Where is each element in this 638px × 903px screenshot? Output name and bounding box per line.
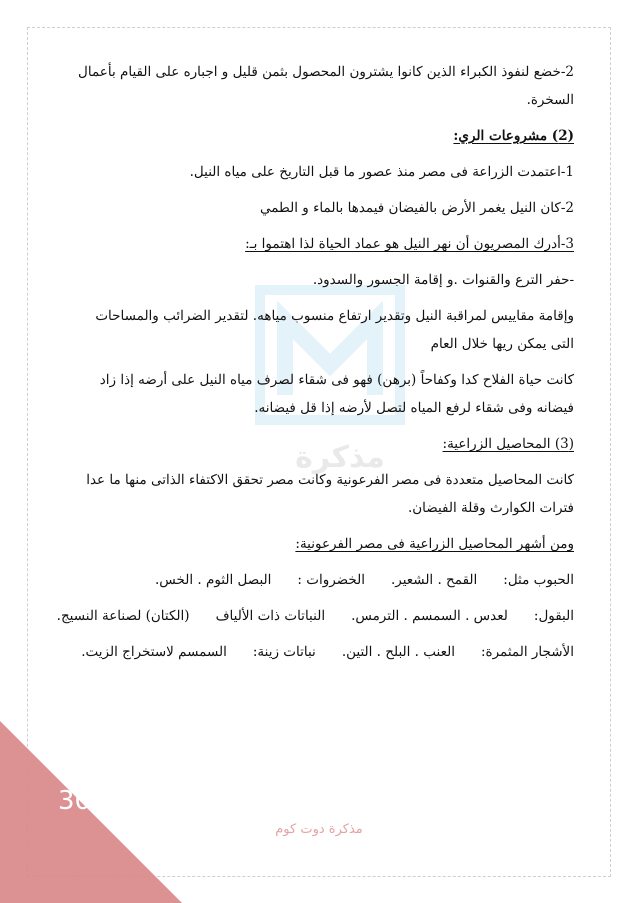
crops-row-2 [56, 602, 574, 630]
paragraph-canals-dams: -حفر الترع والقنوات .و إقامة الجسور والسدود. [312, 272, 574, 288]
paragraph-nile-dependence: 1-اعتمدت الزراعة فى مصر منذ عصور ما قبل التاريخ على مياه النيل. [189, 164, 574, 180]
paragraph-farmer-life: كانت حياة الفلاح كدا وكفاحاً (برهن) فهو فى شقاء لصرف مياه النيل على أرضه إذا زاد فيضانه وفى شقاء لرفع المياه لتصل لأرضه إذا قل فيضانه. [99, 372, 574, 416]
crop-oil-plants-value: السمسم لاستخراج الزيت. [81, 644, 227, 660]
document-body [56, 58, 574, 666]
heading-irrigation-projects: (2) مشروعات الري: [453, 128, 574, 144]
heading-famous-crops: ومن أشهر المحاصيل الزراعية فى مصر الفرعونية: [295, 536, 574, 552]
paragraph-forced-labor: 2-خضع لنفوذ الكبراء الذين كانوا يشترون المحصول بثمن قليل و اجباره على القيام بأعمال السخرة. [78, 64, 574, 108]
paragraph-nile-flood: 2-كان النيل يغمر الأرض بالفيضان فيمدها بالماء و الطمي [259, 200, 574, 216]
crop-fruit-trees-value: العنب . البلح . التين. [341, 644, 455, 660]
crop-legumes-value: لعدس . السمسم . الترمس. [351, 608, 508, 624]
crop-legumes-label: البقول: [533, 608, 574, 624]
crop-fiber-value: (الكتان) لصناعة النسيج. [56, 608, 190, 624]
crop-oil-plants-label: نباتات زينة: [252, 644, 316, 660]
crop-fiber-label: النباتات ذات الألياف [215, 608, 326, 624]
heading-agricultural-crops: (3) المحاصيل الزراعية: [442, 436, 574, 452]
page-number: 30 [58, 786, 92, 816]
footer-logo-text: مذكرة دوت كوم [275, 822, 363, 837]
crop-grains-label: الحبوب مثل: [503, 572, 574, 588]
paragraph-egyptians-care: 3-أدرك المصريون أن نهر النيل هو عماد الحياة لذا اهتموا بـ: [245, 236, 574, 252]
crop-grains-value: القمح . الشعير. [390, 572, 478, 588]
paragraph-nilometers: وإقامة مقاييس لمراقبة النيل وتقدير ارتفاع منسوب مياهه. لتقدير الضرائب والمساحات التى يمكن ريها خلال العام [95, 308, 574, 352]
crop-fruit-trees-label: الأشجار المثمرة: [480, 644, 574, 660]
crop-vegetables-label: الخضروات : [297, 572, 365, 588]
crop-vegetables-value: البصل الثوم . الخس. [155, 572, 272, 588]
crops-row-1 [68, 566, 574, 594]
crops-row-3 [68, 638, 574, 666]
watermark-text: مذكرة [295, 440, 385, 475]
paragraph-crops-diverse: كانت المحاصيل متعددة فى مصر الفرعونية وكانت مصر تحقق الاكتفاء الذاتى منها ما عدا فترات الكوارث وقلة الفيضان. [86, 472, 574, 516]
